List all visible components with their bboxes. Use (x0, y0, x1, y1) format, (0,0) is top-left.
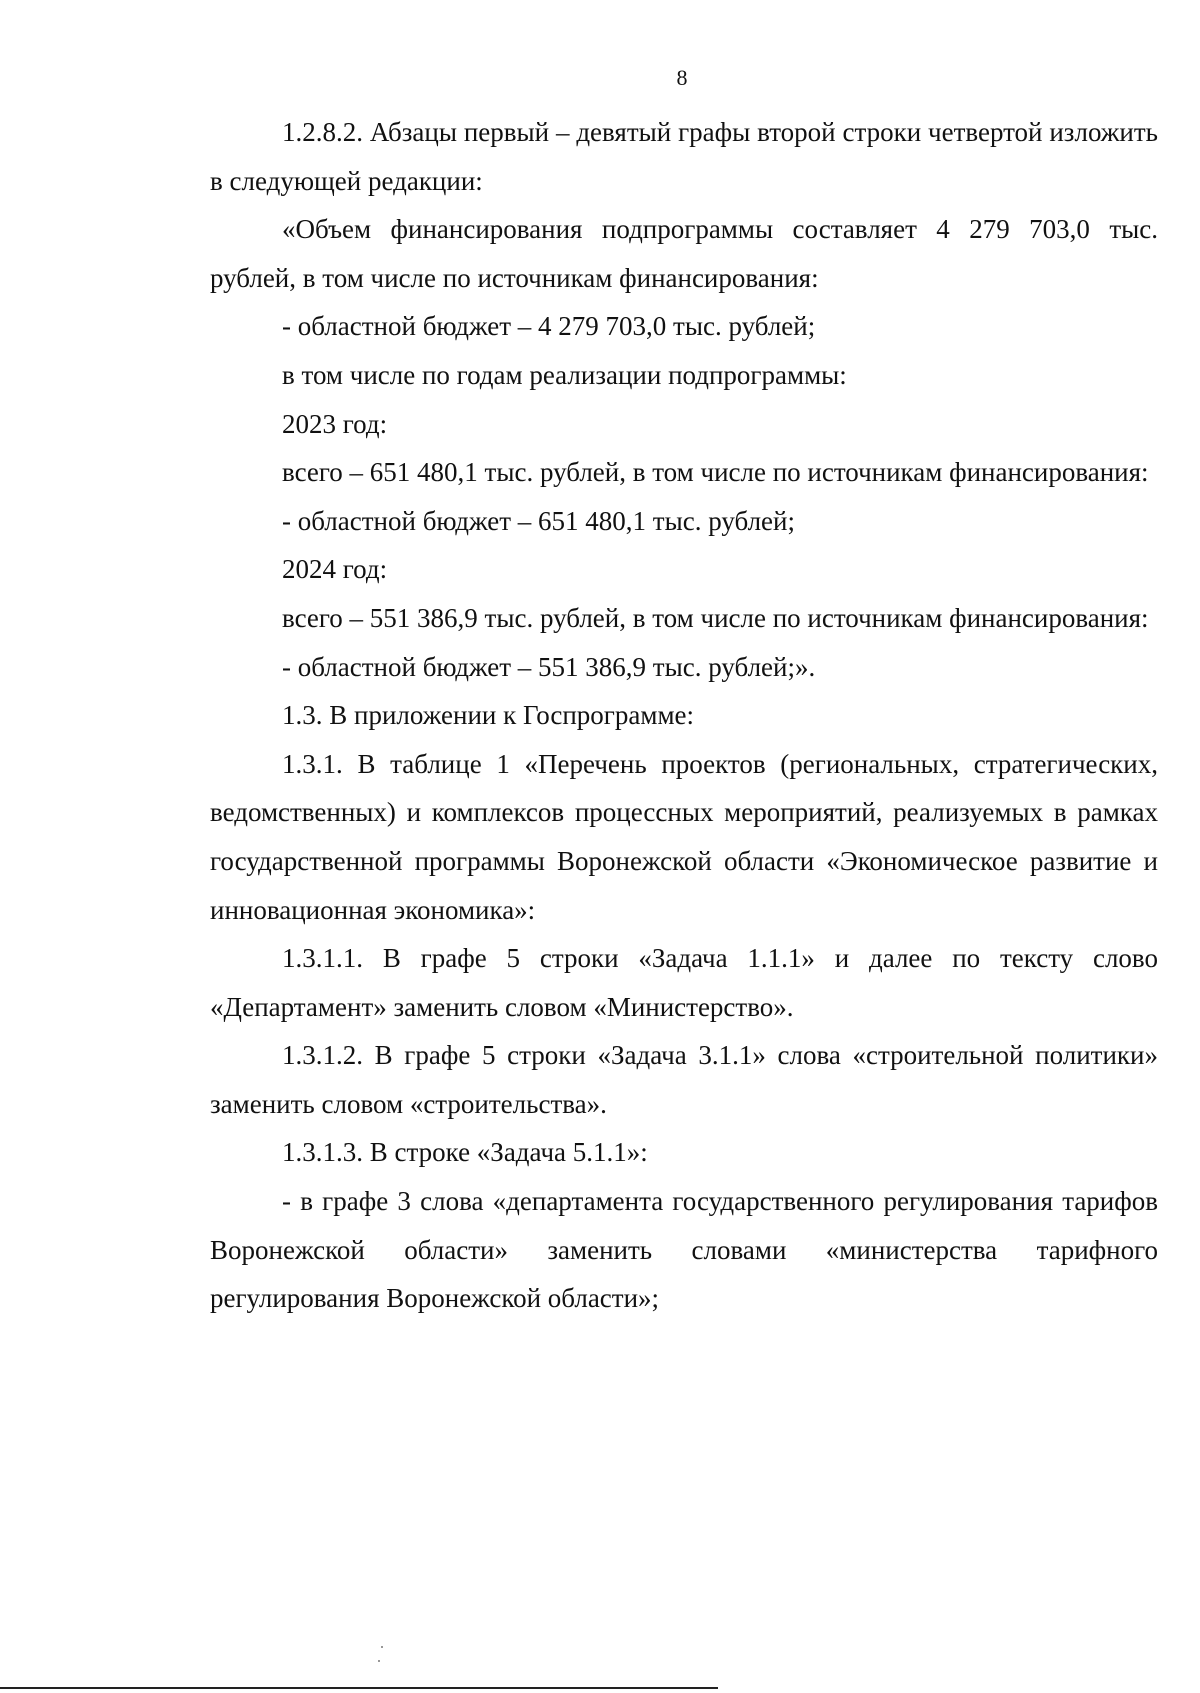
scan-speck (381, 1646, 383, 1648)
paragraph: 1.3.1.3. В строке «Задача 5.1.1»: (282, 1137, 648, 1168)
paragraph: в том числе по годам реализации подпрограммы: (282, 359, 847, 390)
page-number: 8 (676, 65, 688, 90)
paragraph: 1.3.1.1. В графе 5 строки «Задача 1.1.1» и далее по тексту слово «Департамент» заменить словом «Министерство». (210, 943, 1158, 1022)
paragraph: всего – 651 480,1 тыс. рублей, в том числе по источникам финансирования: (282, 457, 1149, 488)
scan-edge-line (0, 1687, 718, 1689)
paragraph: всего – 551 386,9 тыс. рублей, в том числе по источникам финансирования: (282, 602, 1149, 633)
paragraph: 1.3. В приложении к Госпрограмме: (282, 700, 695, 731)
paragraph: «Объем финансирования подпрограммы составляет 4 279 703,0 тыс. рублей, в том числе по источникам финансирования: (210, 214, 1158, 293)
document-body (210, 108, 1158, 1323)
paragraph: - областной бюджет – 551 386,9 тыс. рублей;». (282, 651, 816, 682)
paragraph: - в графе 3 слова «департамента государственного регулирования тарифов Воронежской области» заменить словами «министерства тарифного регулирования Воронежской области»; (210, 1186, 1158, 1314)
paragraph: - областной бюджет – 651 480,1 тыс. рублей; (282, 505, 795, 536)
paragraph: 1.3.1. В таблице 1 «Перечень проектов (региональных, стратегических, ведомственных) и комплексов процессных мероприятий, реализуемых в рамках государственной программы Воронежской области «Экономическое развитие и инновационная экономика»: (210, 748, 1158, 925)
paragraph: 1.2.8.2. Абзацы первый – девятый графы второй строки четвертой изложить в следующей редакции: (210, 117, 1158, 196)
paragraph: - областной бюджет – 4 279 703,0 тыс. рублей; (282, 311, 816, 342)
paragraph: 1.3.1.2. В графе 5 строки «Задача 3.1.1» слова «строительной политики» заменить словом «строительства». (210, 1040, 1158, 1119)
paragraph: 2023 год: (282, 408, 388, 439)
scan-speck (378, 1660, 380, 1662)
paragraph: 2024 год: (282, 554, 388, 585)
